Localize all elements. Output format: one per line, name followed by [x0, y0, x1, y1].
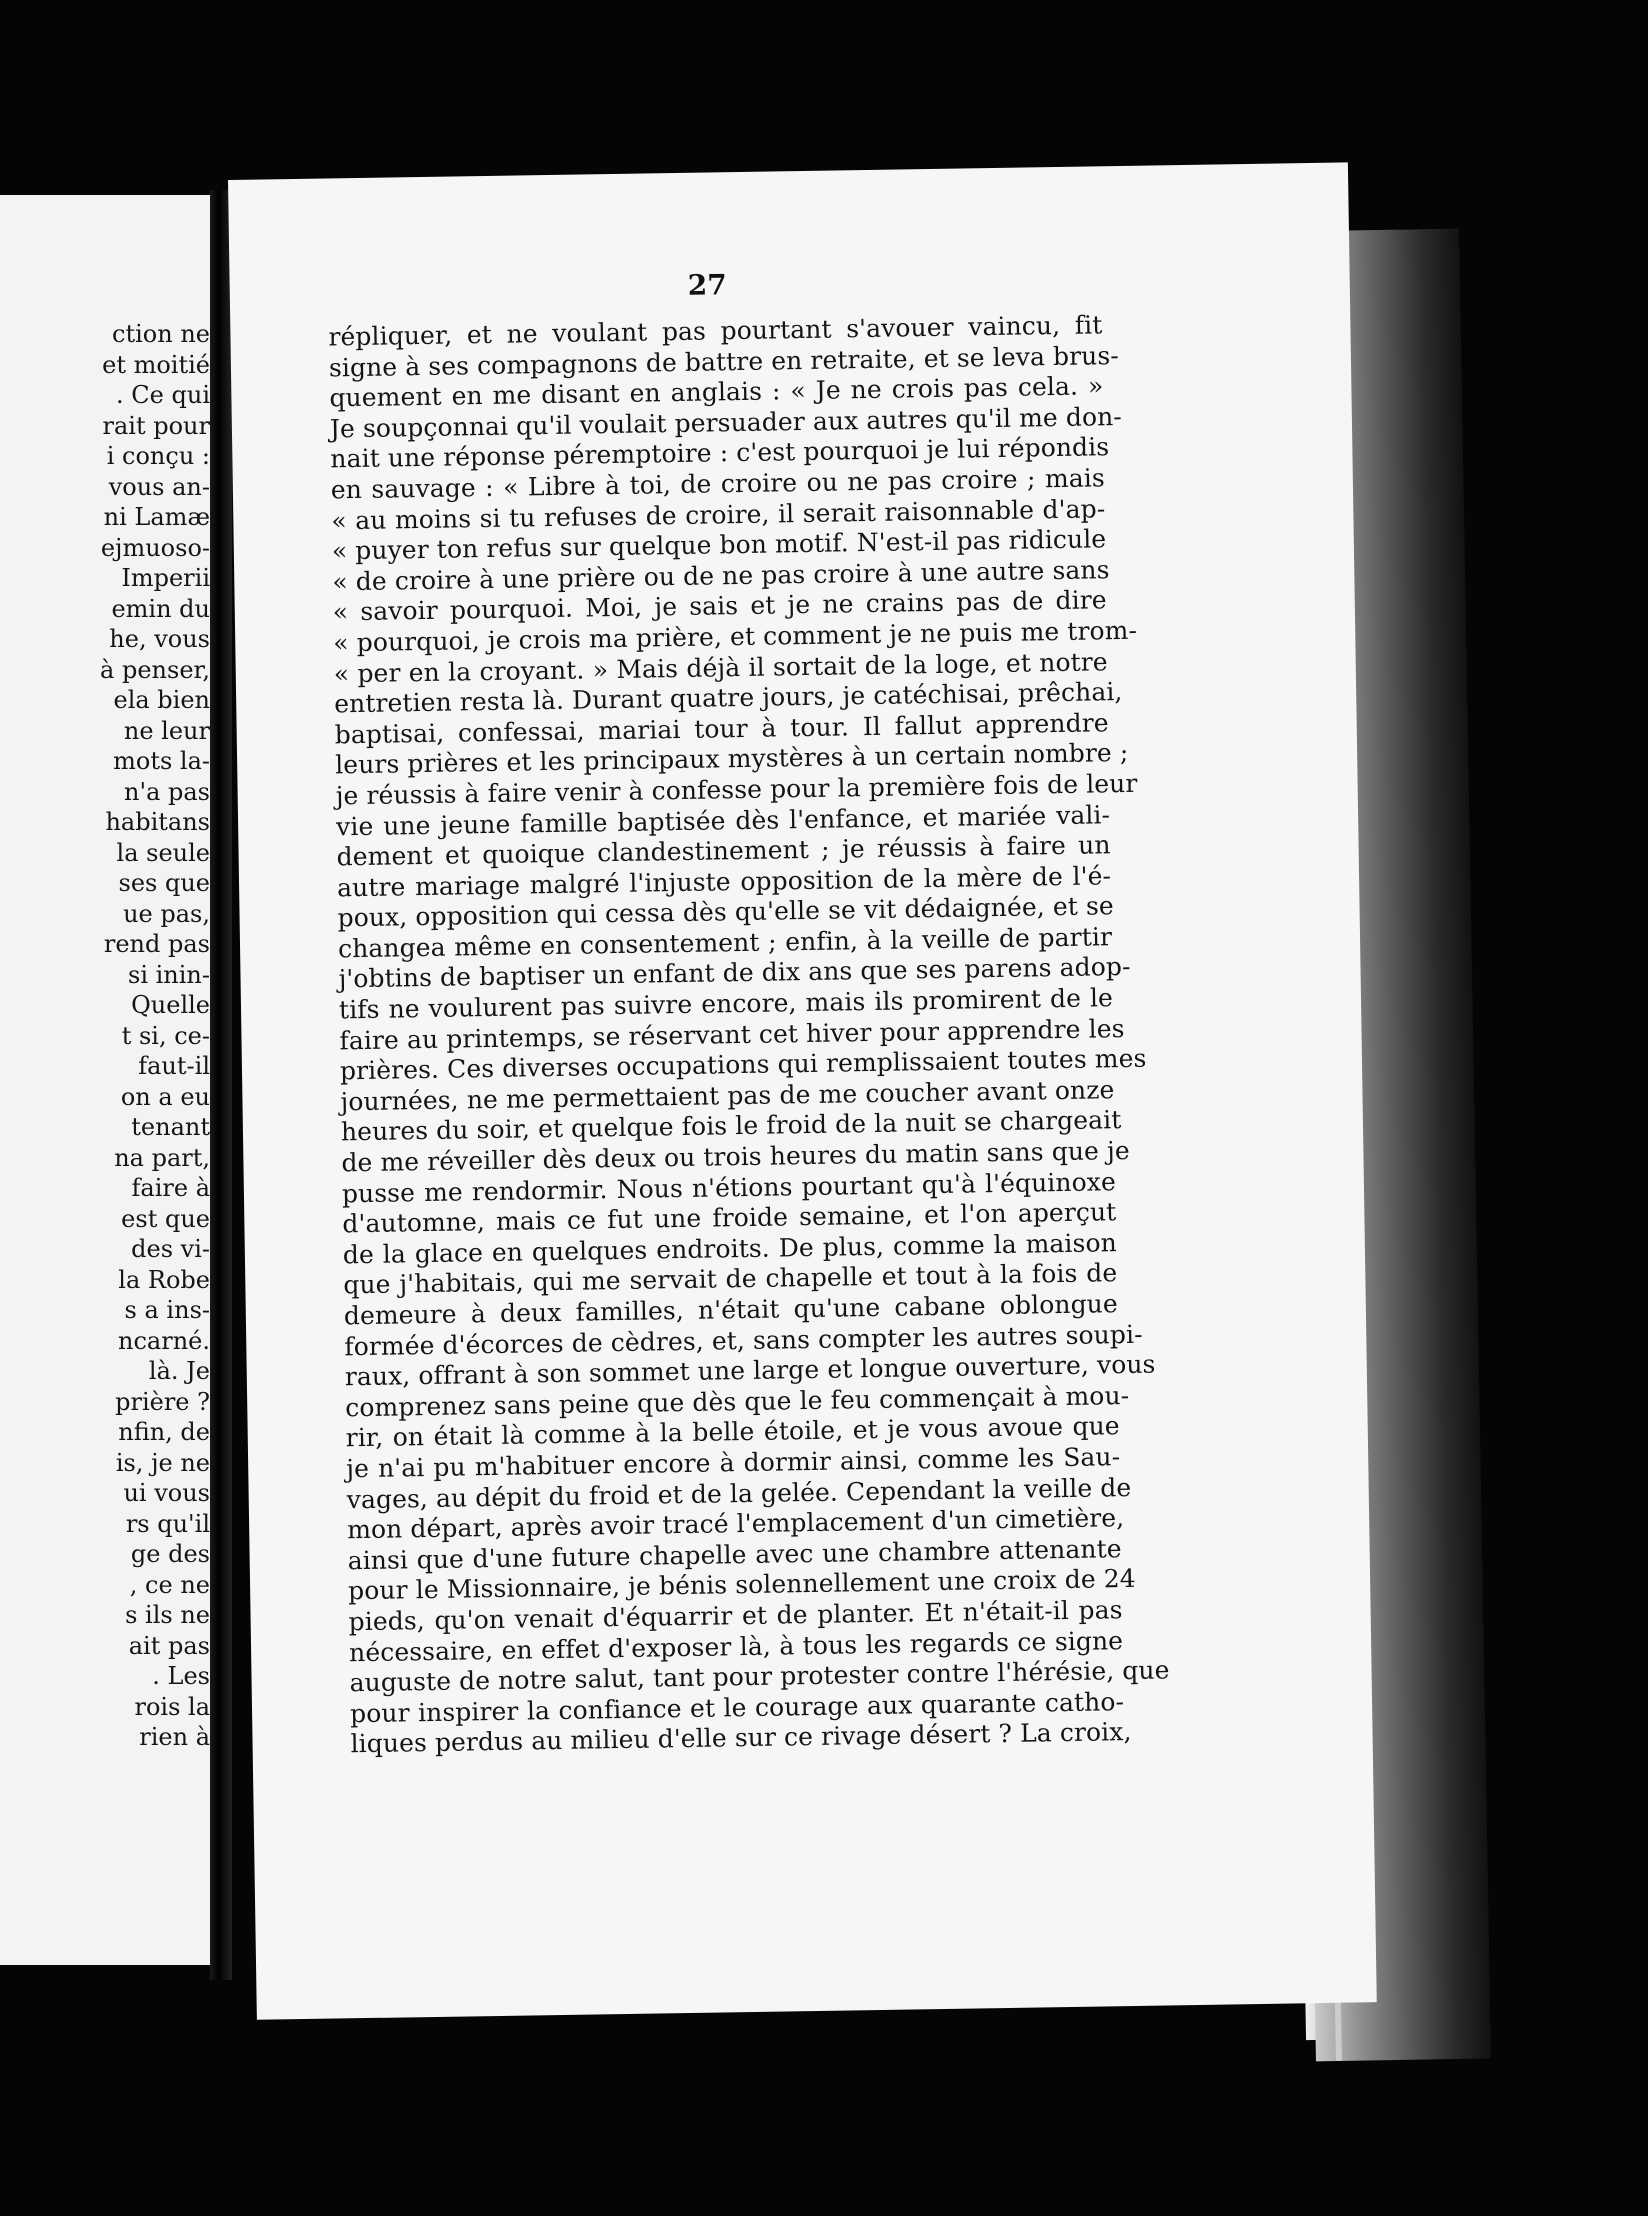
left-page-line: rien à: [139, 1723, 210, 1751]
text-line: autre mariage malgré l'injuste opposition de la mère de l'é-: [336, 860, 1112, 903]
left-page-line: Quelle: [131, 991, 210, 1019]
page-number: 27: [687, 268, 727, 302]
text-line: pour inspirer la confiance et le courage aux quarante catho-: [349, 1686, 1125, 1728]
left-page-line: s a ins-: [124, 1296, 210, 1324]
text-line: vie une jeune famille baptisée dès l'enfance, et mariée vali-: [335, 799, 1111, 841]
left-page-line: prière ?: [115, 1387, 210, 1416]
text-line: pour le Missionnaire, je bénis solennellement une croix de 24: [347, 1564, 1137, 1606]
left-page-line: ne leur: [123, 716, 210, 745]
page-body-text: [328, 310, 1170, 1760]
left-page-line: rois la: [134, 1692, 210, 1721]
text-line: faire au printemps, se réservant cet hiver pour apprendre les: [339, 1013, 1125, 1056]
left-page-line: nfin, de: [118, 1418, 210, 1446]
text-line: demeure à deux familles, n'était qu'une cabane oblongue: [343, 1289, 1118, 1331]
left-page: [0, 195, 218, 1965]
left-page-line: est que: [121, 1204, 210, 1233]
text-line: « per en la croyant. » Mais déjà il sortait de la loge, et notre: [333, 646, 1108, 688]
left-page-line: rs qu'il: [125, 1509, 210, 1538]
text-line: auguste de notre salut, tant pour protester contre l'hérésie, que: [349, 1655, 1170, 1698]
left-page-line: na part,: [114, 1143, 210, 1172]
left-page-line: et moitié: [102, 350, 210, 379]
left-page-line: la Robe: [118, 1265, 210, 1294]
text-line: j'obtins de baptiser un enfant de dix ans que ses parens adop-: [338, 952, 1131, 994]
left-page-line: on a eu: [120, 1082, 210, 1111]
left-page-line: ni Lamæ: [103, 503, 210, 531]
left-page-line: rait pour: [102, 411, 210, 440]
left-page-line: he, vous: [109, 625, 210, 653]
left-page-line: rend pas: [103, 930, 210, 958]
left-page-line: mots la-: [113, 747, 210, 775]
text-line: Je soupçonnai qu'il voulait persuader aux autres qu'il me don-: [329, 401, 1123, 444]
text-line: je réussis à faire venir à confesse pour la première fois de leur: [335, 768, 1138, 811]
left-page-line: ses que: [118, 869, 210, 897]
text-line: tifs ne voulurent pas suivre encore, mais ils promirent de le: [338, 983, 1114, 1025]
text-line: « pourquoi, je crois ma prière, et comment je ne puis me trom-: [333, 615, 1138, 658]
text-line: « de croire à une prière ou de ne pas croire à une autre sans: [332, 554, 1110, 597]
text-line: répliquer, et ne voulant pas pourtant s'avouer vaincu, fit: [328, 310, 1103, 352]
left-page-line: n'a pas: [124, 777, 210, 806]
text-line: je n'ai pu m'habituer encore à dormir ainsi, comme les Sau-: [346, 1442, 1121, 1484]
left-page-line: tenant: [131, 1113, 210, 1141]
text-line: raux, offrant à son sommet une large et longue ouverture, vous: [344, 1349, 1156, 1392]
left-page-line: ejmuoso-: [100, 533, 210, 562]
left-page-line: t si, ce-: [121, 1021, 210, 1050]
left-page-line: si inin-: [128, 960, 210, 989]
text-line: que j'habitais, qui me servait de chapelle et tout à la fois de: [343, 1258, 1118, 1300]
text-line: de me réveiller dès deux ou trois heures du matin sans que je: [341, 1135, 1130, 1178]
left-page-line: des vi-: [131, 1235, 210, 1263]
left-page-line: . Ce qui: [116, 381, 210, 409]
left-page-line: faire à: [131, 1174, 210, 1202]
left-page-line: faut-il: [138, 1052, 210, 1080]
text-line: de la glace en quelques endroits. De plus, comme la maison: [342, 1227, 1118, 1270]
text-line: comprenez sans peine que dès que le feu commençait à mou-: [345, 1380, 1130, 1423]
left-page-line: Imperii: [121, 564, 210, 592]
text-line: entretien resta là. Durant quatre jours, je catéchisai, prêchai,: [334, 677, 1123, 719]
text-line: liques perdus au milieu d'elle sur ce rivage désert ? La croix,: [350, 1717, 1132, 1759]
left-page-line: ui vous: [123, 1479, 210, 1507]
text-line: formée d'écorces de cèdres, et, sans compter les autres soupi-: [344, 1319, 1143, 1361]
left-page-line: à penser,: [100, 655, 210, 684]
left-page-line: là. Je: [148, 1357, 210, 1385]
left-page-line: ction ne: [112, 320, 210, 348]
left-page-line: ue pas,: [123, 899, 210, 928]
text-line: baptisai, confessai, mariai tour à tour. Il fallut apprendre: [334, 707, 1109, 750]
text-line: « savoir pourquoi. Moi, je sais et je ne crains pas de dire: [332, 585, 1107, 627]
text-line: leurs prières et les principaux mystères à un certain nombre ;: [334, 738, 1129, 780]
left-page-line: . Les: [152, 1662, 210, 1690]
left-page-line: emin du: [111, 594, 210, 623]
left-page-line: habitans: [105, 808, 210, 836]
right-page: [228, 162, 1377, 2019]
text-line: nécessaire, en effet d'exposer là, à tous les regards ce signe: [348, 1625, 1124, 1667]
left-page-line: , ce ne: [129, 1570, 210, 1599]
text-line: signe à ses compagnons de battre en retraite, et se leva brus-: [328, 340, 1120, 383]
text-line: en sauvage : « Libre à toi, de croire ou ne pas croire ; mais: [330, 463, 1106, 505]
left-page-line: s ils ne: [125, 1601, 210, 1629]
text-line: ainsi que d'une future chapelle avec une chambre attenante: [347, 1533, 1122, 1576]
text-line: prières. Ces diverses occupations qui remplissaient toutes mes: [339, 1043, 1147, 1086]
left-page-text: [0, 319, 210, 1753]
left-page-line: ela bien: [113, 686, 210, 714]
text-line: poux, opposition qui cessa dès qu'elle se vit dédaignée, et se: [337, 891, 1114, 933]
text-line: mon départ, après avoir tracé l'emplacement d'un cimetière,: [346, 1503, 1125, 1545]
left-page-line: vous an-: [108, 472, 210, 501]
text-line: rir, on était là comme à la belle étoile, et je vous avoue que: [345, 1411, 1120, 1453]
left-page-line: ncarné.: [118, 1326, 210, 1355]
text-line: pieds, qu'on venait d'équarrir et de planter. Et n'était-il pas: [348, 1595, 1123, 1637]
text-line: « au moins si tu refuses de croire, il serait raisonnable d'ap-: [331, 493, 1106, 535]
text-line: journées, ne me permettaient pas de me coucher avant onze: [340, 1075, 1115, 1117]
left-page-line: ait pas: [128, 1631, 210, 1660]
text-line: dement et quoique clandestinement ; je réussis à faire un: [336, 830, 1111, 872]
left-page-line: i conçu :: [106, 442, 210, 470]
text-line: vages, au dépit du froid et de la gelée. Cependant la veille de: [346, 1472, 1132, 1514]
text-line: pusse me rendormir. Nous n'étions pourtant qu'à l'équinoxe: [341, 1166, 1117, 1208]
left-page-line: ge des: [130, 1540, 210, 1568]
text-line: changea même en consentement ; enfin, à la veille de partir: [337, 922, 1113, 964]
text-line: quement en me disant en anglais : « Je ne crois pas cela. »: [329, 371, 1104, 413]
text-line: heures du soir, et quelque fois le froid de la nuit se chargeait: [340, 1105, 1122, 1147]
text-line: nait une réponse péremptoire : c'est pourquoi je lui répondis: [330, 432, 1110, 474]
text-line: d'automne, mais ce fut une froide semaine, et l'on aperçut: [342, 1197, 1117, 1239]
text-line: « puyer ton refus sur quelque bon motif. N'est-il pas ridicule: [331, 524, 1107, 566]
left-page-line: la seule: [116, 838, 210, 867]
left-page-line: is, je ne: [115, 1448, 210, 1477]
book-gutter: [210, 190, 232, 1980]
